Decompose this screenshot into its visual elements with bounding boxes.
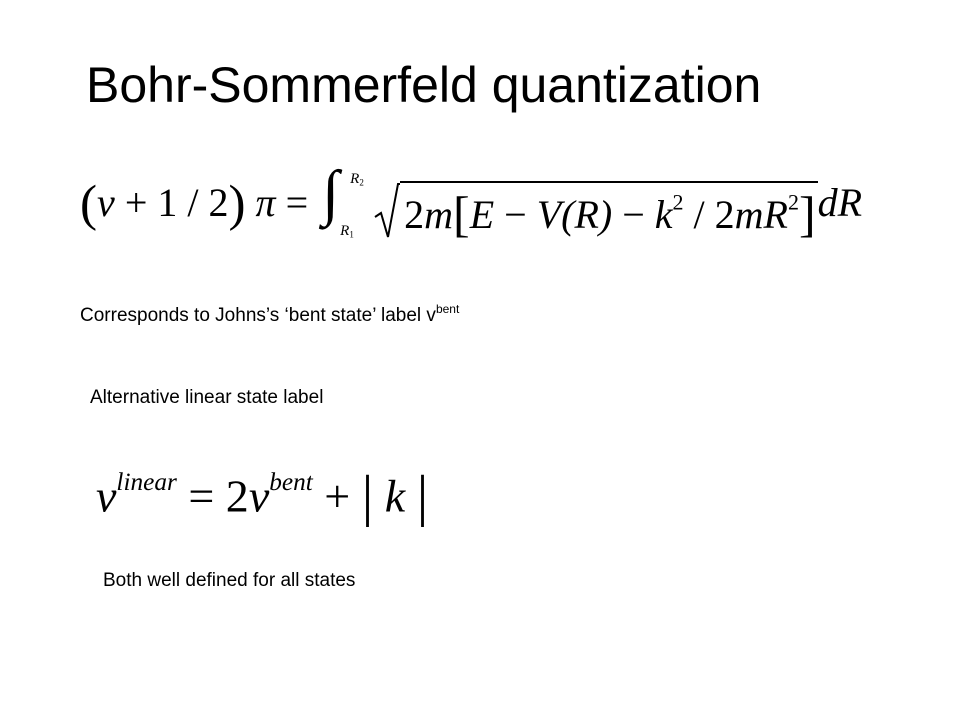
eq2-linear-sup: linear (116, 468, 177, 497)
eq2-plus: + (312, 470, 362, 522)
eq1-equals: = (275, 180, 319, 225)
well-defined-note: Both well defined for all states (103, 570, 356, 591)
integral-sign: ∫ (322, 159, 340, 227)
bent-state-text: Corresponds to Johns’s ‘bent state’ label v (80, 305, 436, 326)
eq2-equals-two: = 2 (176, 470, 249, 522)
radicand (400, 181, 818, 242)
bracket-open: [ (453, 186, 470, 242)
radical-sign-icon (374, 183, 400, 239)
minus-2: − (612, 192, 655, 237)
quantization-equation (80, 159, 863, 252)
upper-limit-sub: 2 (359, 177, 364, 188)
energy-E: E (469, 192, 495, 237)
mR: mR (734, 192, 788, 237)
eq1-pi: π (255, 180, 276, 225)
k-var: k (654, 192, 673, 237)
eq1-close-paren: ) (228, 175, 246, 233)
radicand-m: m (424, 192, 454, 237)
minus-1: − (494, 192, 537, 237)
eq2-v2: v (248, 470, 270, 522)
lower-limit-var: R (340, 223, 350, 239)
linear-label-equation (96, 465, 429, 528)
divide-two: / 2 (683, 192, 735, 237)
eq1-v: v (97, 180, 115, 225)
bent-superscript: bent (435, 302, 460, 316)
square-root (374, 181, 818, 242)
radicand-two: 2 (404, 192, 425, 237)
slide-title: Bohr-Sommerfeld quantization (86, 57, 762, 113)
R-exponent: 2 (787, 189, 799, 215)
potential-arg: (R) (561, 192, 613, 237)
bracket-close: ] (798, 186, 816, 242)
k-exponent: 2 (672, 189, 684, 215)
integral-upper-limit (350, 172, 364, 188)
integral-lower-limit (340, 224, 354, 240)
integral (318, 159, 364, 240)
lower-limit-sub: 1 (349, 229, 354, 240)
dR: dR (817, 180, 863, 225)
upper-limit-var: R (350, 171, 360, 187)
eq1-plus-half: + 1 / 2 (114, 180, 229, 225)
eq1-open-paren: ( (80, 175, 98, 233)
potential-V: V (536, 192, 562, 237)
eq2-abs-close: | (416, 465, 429, 528)
eq2-k: k (373, 470, 417, 522)
eq2-v: v (96, 470, 117, 522)
eq2-abs-open: | (361, 465, 374, 528)
linear-label-heading: Alternative linear state label (90, 387, 324, 408)
bent-state-note (80, 303, 459, 325)
eq2-bent-sup: bent (269, 468, 313, 497)
